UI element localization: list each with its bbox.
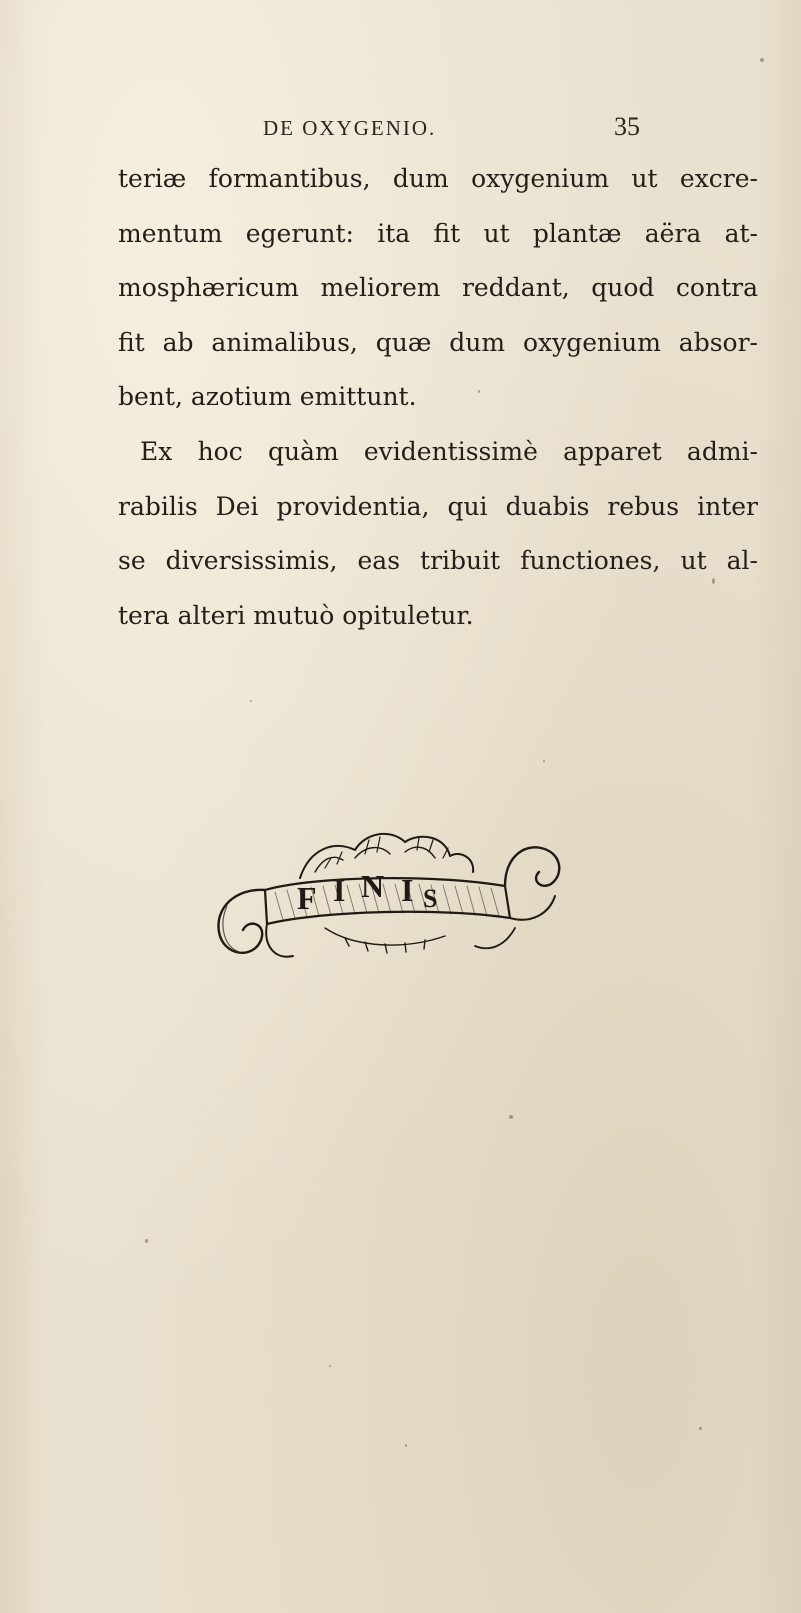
paper-speck xyxy=(405,1444,407,1447)
paper-speck xyxy=(250,700,252,702)
text-line: mosphæricum meliorem reddant, quod contra xyxy=(118,273,758,303)
paper-speck xyxy=(509,1115,513,1119)
paper-speck xyxy=(329,1365,331,1367)
finis-letter: I xyxy=(333,872,346,908)
paper-speck xyxy=(543,760,545,762)
text-line: mentum egerunt: ita fit ut plantæ aëra at- xyxy=(118,218,758,248)
paper-speck xyxy=(145,1239,148,1243)
finis-letter: S xyxy=(423,884,438,913)
text-line: bent, azotium emittunt. xyxy=(118,382,417,412)
paper-speck xyxy=(760,58,764,62)
finis-letter: F xyxy=(297,880,317,916)
running-head-title: DE OXYGENIO. xyxy=(263,116,437,140)
text-line: fit ab animalibus, quæ dum oxygenium absor- xyxy=(118,327,758,357)
paper-speck xyxy=(478,390,480,393)
paper-speck xyxy=(699,1427,702,1430)
running-head xyxy=(120,112,640,146)
finis-letter: I xyxy=(401,872,414,908)
text-line: Ex hoc quàm evidentissimè apparet admi- xyxy=(140,436,758,466)
text-line: teriæ formantibus, dum oxygenium ut excre- xyxy=(118,164,758,193)
text-line: se diversissimis, eas tribuit functiones, ut al- xyxy=(118,546,758,576)
finis-word xyxy=(205,828,570,970)
text-line: rabilis Dei providentia, qui duabis rebus inter xyxy=(118,491,758,521)
finis-colophon xyxy=(205,828,570,970)
text-line: tera alteri mutuò opituletur. xyxy=(118,600,474,630)
paper-speck xyxy=(712,578,715,584)
finis-letter: N xyxy=(361,868,385,904)
page-number: 35 xyxy=(614,112,640,141)
body-text xyxy=(118,152,758,643)
